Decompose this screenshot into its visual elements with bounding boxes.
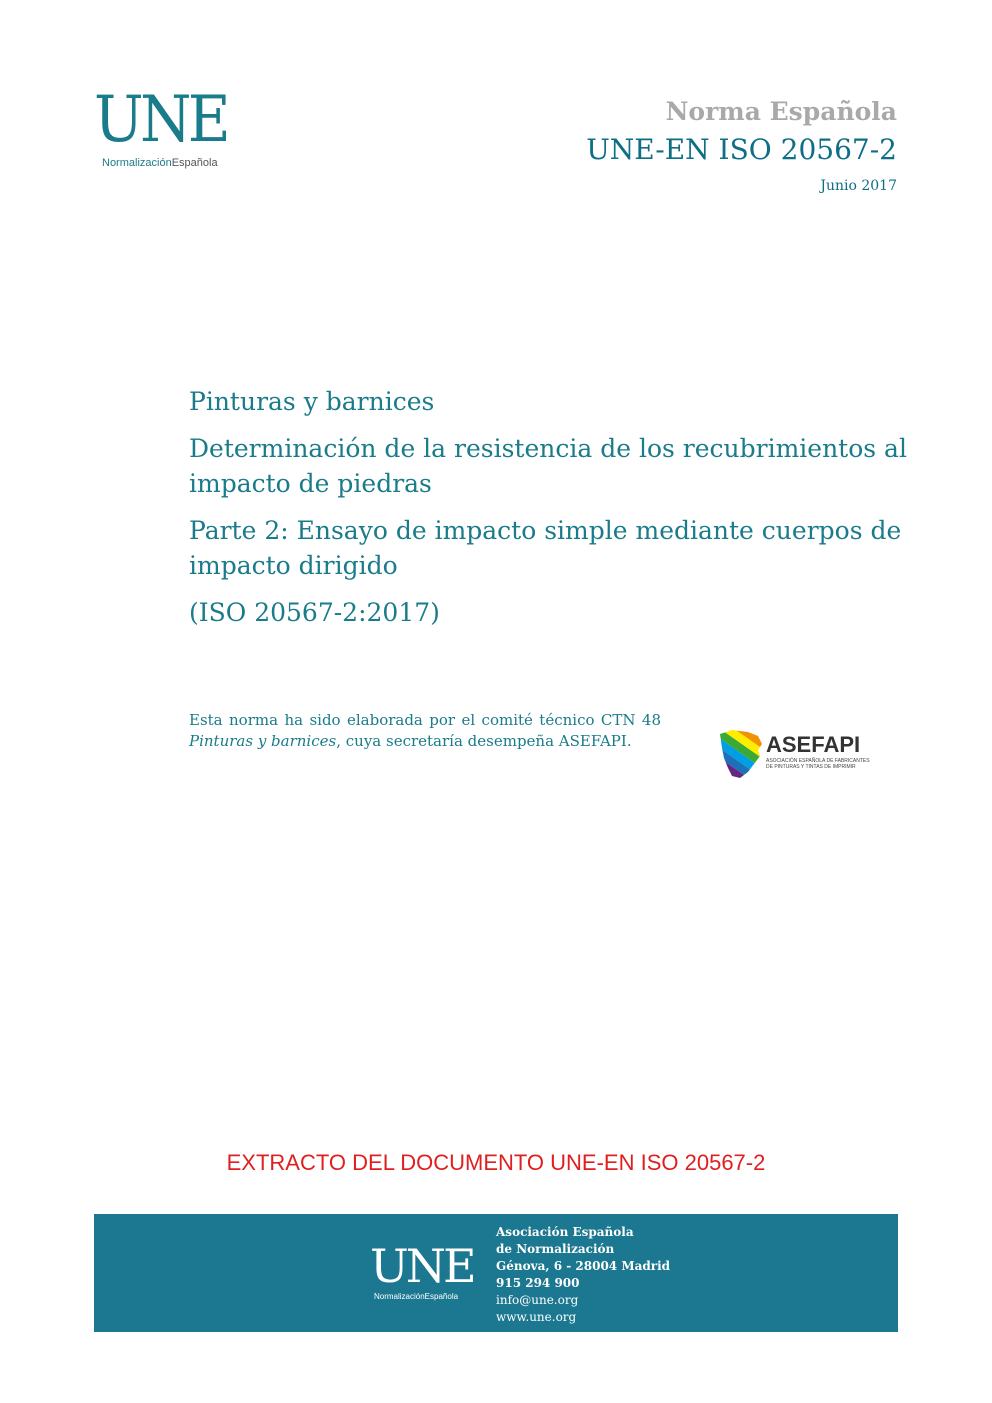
publication-date: Junio 2017 bbox=[820, 178, 897, 194]
footer-org-line-1: Asociación Española bbox=[496, 1225, 634, 1239]
standard-header bbox=[586, 96, 897, 194]
title-line-4: (ISO 20567-2:2017) bbox=[189, 598, 440, 627]
committee-note bbox=[189, 710, 661, 752]
title-line-3: Parte 2: Ensayo de impacto simple mediante cuerpos de impacto dirigido bbox=[189, 516, 902, 580]
footer-contact bbox=[496, 1224, 670, 1326]
committee-text-after: , cuya secretaría desempeña ASEFAPI. bbox=[336, 732, 632, 750]
footer-phone: 915 294 900 bbox=[496, 1276, 580, 1290]
footer-web-link[interactable]: www.une.org bbox=[496, 1310, 577, 1324]
asefapi-name: ASEFAPI bbox=[766, 732, 861, 757]
une-logo bbox=[94, 83, 244, 170]
asefapi-subtitle: ASOCIACIÓN ESPAÑOLA DE FABRICANTES DE PINTURAS Y TINTAS DE IMPRIMIR bbox=[766, 758, 870, 770]
norma-label: Norma Española bbox=[665, 97, 897, 126]
title-line-1: Pinturas y barnices bbox=[189, 387, 435, 416]
une-logo-sub-part1: Normalización bbox=[102, 157, 172, 169]
committee-text-italic: Pinturas y barnices bbox=[189, 732, 337, 750]
footer-org-line-2: de Normalización bbox=[496, 1242, 615, 1256]
une-logo-mark: UNE bbox=[94, 83, 228, 157]
footer-une-mark: UNE bbox=[370, 1239, 474, 1293]
title-line-2: Determinación de la resistencia de los recubrimientos al impacto de piedras bbox=[189, 434, 907, 498]
committee-text-before: Esta norma ha sido elaborada por el comité técnico CTN 48 bbox=[189, 711, 661, 729]
footer-banner bbox=[94, 1214, 898, 1332]
extract-notice: EXTRACTO DEL DOCUMENTO UNE-EN ISO 20567-2 bbox=[226, 1150, 766, 1175]
standard-code: UNE-EN ISO 20567-2 bbox=[586, 133, 897, 166]
footer-une-logo bbox=[370, 1239, 474, 1301]
une-logo-sub-part2: Española bbox=[171, 157, 218, 169]
asefapi-logo bbox=[718, 728, 878, 784]
footer-une-subtitle: NormalizaciónEspañola bbox=[374, 1292, 459, 1301]
document-title bbox=[189, 384, 909, 642]
footer-email-link[interactable]: info@une.org bbox=[496, 1293, 579, 1307]
asefapi-map-icon bbox=[718, 728, 766, 780]
footer-address: Génova, 6 - 28004 Madrid bbox=[496, 1259, 671, 1273]
une-logo-subtitle bbox=[102, 156, 244, 170]
